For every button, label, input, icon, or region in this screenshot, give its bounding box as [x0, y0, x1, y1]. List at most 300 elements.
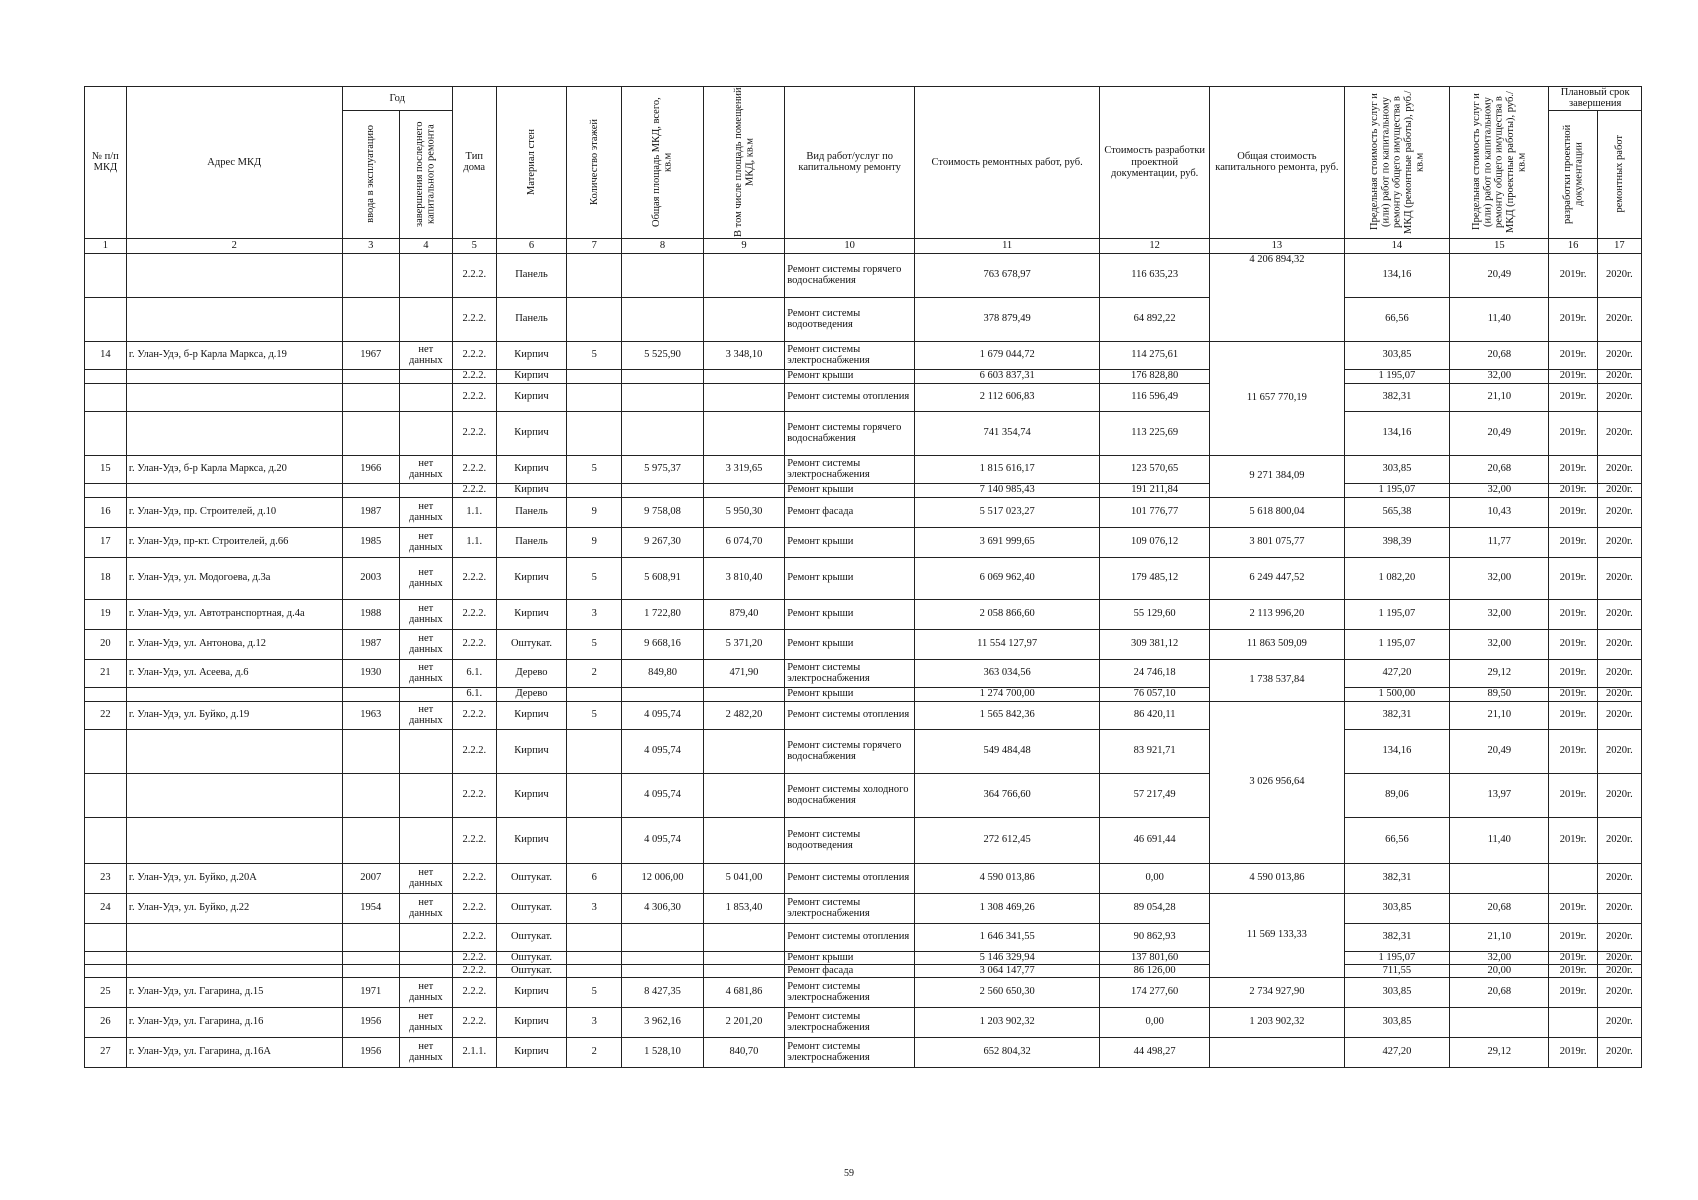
- year-repair-cell: [399, 297, 452, 341]
- deadline-repair-cell: 2020г.: [1597, 557, 1641, 599]
- area-total-cell: 5 608,91: [622, 557, 703, 599]
- limit-design-cell: 20,68: [1450, 455, 1549, 483]
- limit-repair-cell: 1 195,07: [1344, 951, 1450, 964]
- floors-cell: 2: [567, 1037, 622, 1067]
- deadline-design-cell: 2019г.: [1549, 951, 1597, 964]
- header-deadline-design: разработки проектной документации: [1549, 110, 1597, 238]
- deadline-repair-cell: 2020г.: [1597, 411, 1641, 455]
- total-cost-cell: 4 590 013,86: [1210, 863, 1344, 893]
- work-type-cell: Ремонт системы электроснабжения: [785, 977, 915, 1007]
- house-type-cell: 2.2.2.: [452, 483, 496, 497]
- house-type-cell: 2.2.2.: [452, 923, 496, 951]
- year-commission-cell: [342, 411, 399, 455]
- table-row: [85, 383, 1642, 411]
- table-row: [85, 497, 1642, 527]
- work-type-cell: Ремонт крыши: [785, 369, 915, 383]
- deadline-design-cell: 2019г.: [1549, 923, 1597, 951]
- limit-design-cell: [1450, 1007, 1549, 1037]
- area-premises-cell: 2 201,20: [703, 1007, 784, 1037]
- table-row: [85, 773, 1642, 817]
- address-cell: г. Улан-Удэ, ул. Антонова, д.12: [126, 629, 342, 659]
- floors-cell: [567, 687, 622, 701]
- work-type-cell: Ремонт системы электроснабжения: [785, 1007, 915, 1037]
- table-row: [85, 369, 1642, 383]
- deadline-repair-cell: 2020г.: [1597, 599, 1641, 629]
- limit-design-cell: 11,77: [1450, 527, 1549, 557]
- work-type-cell: Ремонт крыши: [785, 629, 915, 659]
- table-row: [85, 863, 1642, 893]
- address-cell: [126, 964, 342, 977]
- deadline-design-cell: 2019г.: [1549, 893, 1597, 923]
- limit-repair-cell: 382,31: [1344, 701, 1450, 729]
- house-type-cell: 2.2.2.: [452, 253, 496, 297]
- work-type-cell: Ремонт фасада: [785, 497, 915, 527]
- design-cost-cell: 174 277,60: [1100, 977, 1210, 1007]
- wall-material-cell: Кирпич: [496, 817, 566, 863]
- year-repair-cell: [399, 369, 452, 383]
- area-premises-cell: 3 348,10: [703, 341, 784, 369]
- area-total-cell: [622, 483, 703, 497]
- row-number: [85, 964, 127, 977]
- year-commission-cell: 1956: [342, 1007, 399, 1037]
- wall-material-cell: Кирпич: [496, 773, 566, 817]
- total-cost-cell: 6 249 447,52: [1210, 557, 1344, 599]
- design-cost-cell: 55 129,60: [1100, 599, 1210, 629]
- house-type-cell: 1.1.: [452, 497, 496, 527]
- work-type-cell: Ремонт системы отопления: [785, 383, 915, 411]
- wall-material-cell: Панель: [496, 497, 566, 527]
- area-premises-cell: [703, 253, 784, 297]
- header-address: Адрес МКД: [126, 87, 342, 239]
- limit-design-cell: 21,10: [1450, 701, 1549, 729]
- year-commission-cell: [342, 253, 399, 297]
- year-repair-cell: [399, 483, 452, 497]
- year-commission-cell: [342, 297, 399, 341]
- row-number: [85, 369, 127, 383]
- area-premises-cell: 5 371,20: [703, 629, 784, 659]
- wall-material-cell: Кирпич: [496, 1007, 566, 1037]
- header-deadline-repair: ремонтных работ: [1597, 110, 1641, 238]
- column-number: 2: [126, 238, 342, 253]
- wall-material-cell: Оштукат.: [496, 863, 566, 893]
- row-number: 22: [85, 701, 127, 729]
- repair-cost-cell: 549 484,48: [915, 729, 1100, 773]
- address-cell: г. Улан-Удэ, б-р Карла Маркса, д.20: [126, 455, 342, 483]
- column-number: 1: [85, 238, 127, 253]
- repair-cost-cell: 2 058 866,60: [915, 599, 1100, 629]
- deadline-repair-cell: 2020г.: [1597, 483, 1641, 497]
- area-total-cell: [622, 253, 703, 297]
- area-premises-cell: [703, 483, 784, 497]
- work-type-cell: Ремонт системы отопления: [785, 863, 915, 893]
- design-cost-cell: 113 225,69: [1100, 411, 1210, 455]
- wall-material-cell: Кирпич: [496, 729, 566, 773]
- total-cost-cell: 4 206 894,32: [1210, 253, 1344, 341]
- wall-material-cell: Кирпич: [496, 341, 566, 369]
- floors-cell: 9: [567, 527, 622, 557]
- year-commission-cell: 1954: [342, 893, 399, 923]
- design-cost-cell: 101 776,77: [1100, 497, 1210, 527]
- repair-table: [84, 86, 1642, 1068]
- design-cost-cell: 114 275,61: [1100, 341, 1210, 369]
- area-premises-cell: 5 950,30: [703, 497, 784, 527]
- wall-material-cell: Оштукат.: [496, 951, 566, 964]
- repair-cost-cell: 1 308 469,26: [915, 893, 1100, 923]
- year-repair-cell: нет данных: [399, 455, 452, 483]
- column-number: 3: [342, 238, 399, 253]
- design-cost-cell: 309 381,12: [1100, 629, 1210, 659]
- wall-material-cell: Кирпич: [496, 557, 566, 599]
- column-number: 16: [1549, 238, 1597, 253]
- deadline-design-cell: 2019г.: [1549, 369, 1597, 383]
- row-number: [85, 483, 127, 497]
- floors-cell: [567, 923, 622, 951]
- year-repair-cell: нет данных: [399, 599, 452, 629]
- deadline-design-cell: 2019г.: [1549, 411, 1597, 455]
- year-repair-cell: [399, 383, 452, 411]
- year-commission-cell: 1963: [342, 701, 399, 729]
- repair-cost-cell: 2 560 650,30: [915, 977, 1100, 1007]
- house-type-cell: 2.2.2.: [452, 455, 496, 483]
- design-cost-cell: 176 828,80: [1100, 369, 1210, 383]
- work-type-cell: Ремонт крыши: [785, 687, 915, 701]
- wall-material-cell: Кирпич: [496, 383, 566, 411]
- year-commission-cell: [342, 951, 399, 964]
- repair-cost-cell: 5 517 023,27: [915, 497, 1100, 527]
- deadline-design-cell: 2019г.: [1549, 659, 1597, 687]
- house-type-cell: 2.2.2.: [452, 557, 496, 599]
- house-type-cell: 2.2.2.: [452, 729, 496, 773]
- design-cost-cell: 123 570,65: [1100, 455, 1210, 483]
- house-type-cell: 2.2.2.: [452, 369, 496, 383]
- table-row: [85, 729, 1642, 773]
- limit-design-cell: 29,12: [1450, 659, 1549, 687]
- wall-material-cell: Кирпич: [496, 483, 566, 497]
- limit-design-cell: 21,10: [1450, 923, 1549, 951]
- deadline-repair-cell: 2020г.: [1597, 923, 1641, 951]
- total-cost-cell: 3 801 075,77: [1210, 527, 1344, 557]
- table-row: [85, 923, 1642, 951]
- deadline-repair-cell: 2020г.: [1597, 383, 1641, 411]
- limit-repair-cell: 303,85: [1344, 977, 1450, 1007]
- row-number: 24: [85, 893, 127, 923]
- row-number: 19: [85, 599, 127, 629]
- work-type-cell: Ремонт системы отопления: [785, 701, 915, 729]
- deadline-repair-cell: 2020г.: [1597, 977, 1641, 1007]
- deadline-design-cell: 2019г.: [1549, 557, 1597, 599]
- limit-repair-cell: 303,85: [1344, 1007, 1450, 1037]
- total-cost-cell: 11 657 770,19: [1210, 341, 1344, 455]
- year-repair-cell: [399, 951, 452, 964]
- design-cost-cell: 83 921,71: [1100, 729, 1210, 773]
- year-repair-cell: [399, 729, 452, 773]
- header-house-type: Тип дома: [452, 87, 496, 239]
- total-cost-cell: 3 026 956,64: [1210, 701, 1344, 863]
- year-commission-cell: [342, 687, 399, 701]
- wall-material-cell: Панель: [496, 253, 566, 297]
- work-type-cell: Ремонт крыши: [785, 527, 915, 557]
- address-cell: [126, 483, 342, 497]
- row-number: [85, 729, 127, 773]
- area-total-cell: [622, 383, 703, 411]
- area-total-cell: 12 006,00: [622, 863, 703, 893]
- table-row: [85, 341, 1642, 369]
- floors-cell: [567, 411, 622, 455]
- deadline-repair-cell: 2020г.: [1597, 253, 1641, 297]
- year-commission-cell: [342, 383, 399, 411]
- house-type-cell: 2.2.2.: [452, 977, 496, 1007]
- design-cost-cell: 24 746,18: [1100, 659, 1210, 687]
- house-type-cell: 2.1.1.: [452, 1037, 496, 1067]
- repair-cost-cell: 11 554 127,97: [915, 629, 1100, 659]
- address-cell: г. Улан-Удэ, ул. Буйко, д.19: [126, 701, 342, 729]
- year-repair-cell: [399, 964, 452, 977]
- house-type-cell: 2.2.2.: [452, 951, 496, 964]
- column-number: 14: [1344, 238, 1450, 253]
- house-type-cell: 2.2.2.: [452, 383, 496, 411]
- design-cost-cell: 57 217,49: [1100, 773, 1210, 817]
- area-total-cell: 4 095,74: [622, 729, 703, 773]
- house-type-cell: 6.1.: [452, 687, 496, 701]
- floors-cell: 5: [567, 341, 622, 369]
- address-cell: г. Улан-Удэ, ул. Гагарина, д.16: [126, 1007, 342, 1037]
- year-commission-cell: [342, 923, 399, 951]
- column-number: 13: [1210, 238, 1344, 253]
- address-cell: [126, 729, 342, 773]
- page-number: 59: [844, 1168, 854, 1179]
- total-cost-cell: 1 738 537,84: [1210, 659, 1344, 701]
- house-type-cell: 2.2.2.: [452, 629, 496, 659]
- column-number: 7: [567, 238, 622, 253]
- header-wall: Материал стен: [496, 87, 566, 239]
- design-cost-cell: 86 126,00: [1100, 964, 1210, 977]
- house-type-cell: 2.2.2.: [452, 817, 496, 863]
- year-repair-cell: нет данных: [399, 863, 452, 893]
- floors-cell: [567, 483, 622, 497]
- address-cell: [126, 817, 342, 863]
- column-number-row: [85, 238, 1642, 253]
- area-total-cell: 4 095,74: [622, 773, 703, 817]
- table-row: [85, 411, 1642, 455]
- header-work-type: Вид работ/услуг по капитальному ремонту: [785, 87, 915, 239]
- design-cost-cell: 44 498,27: [1100, 1037, 1210, 1067]
- address-cell: г. Улан-Удэ, б-р Карла Маркса, д.19: [126, 341, 342, 369]
- year-commission-cell: 1966: [342, 455, 399, 483]
- address-cell: г. Улан-Удэ, ул. Гагарина, д.15: [126, 977, 342, 1007]
- wall-material-cell: Дерево: [496, 659, 566, 687]
- repair-cost-cell: 7 140 985,43: [915, 483, 1100, 497]
- area-total-cell: 9 668,16: [622, 629, 703, 659]
- header-area-premises: В том числе площадь помещений МКД, кв.м: [703, 87, 784, 239]
- year-repair-cell: нет данных: [399, 893, 452, 923]
- deadline-design-cell: 2019г.: [1549, 977, 1597, 1007]
- floors-cell: 5: [567, 701, 622, 729]
- row-number: 23: [85, 863, 127, 893]
- deadline-design-cell: 2019г.: [1549, 599, 1597, 629]
- deadline-design-cell: 2019г.: [1549, 729, 1597, 773]
- work-type-cell: Ремонт фасада: [785, 964, 915, 977]
- limit-design-cell: 32,00: [1450, 599, 1549, 629]
- total-cost-cell: 11 863 509,09: [1210, 629, 1344, 659]
- repair-cost-cell: 4 590 013,86: [915, 863, 1100, 893]
- limit-design-cell: 11,40: [1450, 817, 1549, 863]
- year-repair-cell: нет данных: [399, 527, 452, 557]
- year-commission-cell: [342, 369, 399, 383]
- design-cost-cell: 89 054,28: [1100, 893, 1210, 923]
- design-cost-cell: 109 076,12: [1100, 527, 1210, 557]
- area-total-cell: 5 975,37: [622, 455, 703, 483]
- limit-design-cell: 29,12: [1450, 1037, 1549, 1067]
- house-type-cell: 2.2.2.: [452, 341, 496, 369]
- limit-repair-cell: 303,85: [1344, 893, 1450, 923]
- area-premises-cell: 471,90: [703, 659, 784, 687]
- house-type-cell: 2.2.2.: [452, 297, 496, 341]
- repair-cost-cell: 1 815 616,17: [915, 455, 1100, 483]
- year-commission-cell: 1956: [342, 1037, 399, 1067]
- table-row: [85, 297, 1642, 341]
- header-year: Год: [342, 87, 452, 111]
- total-cost-cell: 2 734 927,90: [1210, 977, 1344, 1007]
- repair-cost-cell: 5 146 329,94: [915, 951, 1100, 964]
- floors-cell: [567, 253, 622, 297]
- year-commission-cell: [342, 483, 399, 497]
- work-type-cell: Ремонт системы горячего водоснабжения: [785, 411, 915, 455]
- limit-repair-cell: 134,16: [1344, 411, 1450, 455]
- area-total-cell: 849,80: [622, 659, 703, 687]
- area-premises-cell: [703, 729, 784, 773]
- house-type-cell: 2.2.2.: [452, 1007, 496, 1037]
- area-total-cell: 9 267,30: [622, 527, 703, 557]
- deadline-design-cell: 2019г.: [1549, 455, 1597, 483]
- deadline-repair-cell: 2020г.: [1597, 1037, 1641, 1067]
- floors-cell: [567, 383, 622, 411]
- area-premises-cell: [703, 964, 784, 977]
- year-repair-cell: [399, 253, 452, 297]
- column-number: 11: [915, 238, 1100, 253]
- area-total-cell: [622, 411, 703, 455]
- design-cost-cell: 76 057,10: [1100, 687, 1210, 701]
- deadline-design-cell: 2019г.: [1549, 383, 1597, 411]
- table-row: [85, 977, 1642, 1007]
- year-repair-cell: нет данных: [399, 497, 452, 527]
- deadline-design-cell: 2019г.: [1549, 527, 1597, 557]
- deadline-repair-cell: 2020г.: [1597, 629, 1641, 659]
- design-cost-cell: 191 211,84: [1100, 483, 1210, 497]
- repair-cost-cell: 1 274 700,00: [915, 687, 1100, 701]
- address-cell: [126, 951, 342, 964]
- limit-design-cell: 11,40: [1450, 297, 1549, 341]
- limit-repair-cell: 1 195,07: [1344, 629, 1450, 659]
- limit-design-cell: 20,68: [1450, 893, 1549, 923]
- row-number: 26: [85, 1007, 127, 1037]
- year-commission-cell: [342, 964, 399, 977]
- area-total-cell: [622, 687, 703, 701]
- area-premises-cell: 2 482,20: [703, 701, 784, 729]
- house-type-cell: 2.2.2.: [452, 701, 496, 729]
- year-repair-cell: [399, 687, 452, 701]
- address-cell: г. Улан-Удэ, ул. Модогоева, д.3а: [126, 557, 342, 599]
- limit-repair-cell: 1 500,00: [1344, 687, 1450, 701]
- area-premises-cell: [703, 923, 784, 951]
- area-total-cell: [622, 923, 703, 951]
- house-type-cell: 2.2.2.: [452, 863, 496, 893]
- row-number: 27: [85, 1037, 127, 1067]
- limit-design-cell: 89,50: [1450, 687, 1549, 701]
- deadline-design-cell: 2019г.: [1549, 701, 1597, 729]
- limit-design-cell: 13,97: [1450, 773, 1549, 817]
- limit-repair-cell: 382,31: [1344, 923, 1450, 951]
- wall-material-cell: Кирпич: [496, 701, 566, 729]
- deadline-repair-cell: 2020г.: [1597, 701, 1641, 729]
- area-total-cell: 8 427,35: [622, 977, 703, 1007]
- year-commission-cell: [342, 729, 399, 773]
- row-number: 16: [85, 497, 127, 527]
- limit-repair-cell: 711,55: [1344, 964, 1450, 977]
- wall-material-cell: Оштукат.: [496, 893, 566, 923]
- area-premises-cell: 3 810,40: [703, 557, 784, 599]
- floors-cell: 9: [567, 497, 622, 527]
- limit-design-cell: 21,10: [1450, 383, 1549, 411]
- area-total-cell: 4 095,74: [622, 701, 703, 729]
- floors-cell: [567, 729, 622, 773]
- deadline-repair-cell: 2020г.: [1597, 893, 1641, 923]
- repair-cost-cell: 652 804,32: [915, 1037, 1100, 1067]
- deadline-repair-cell: 2020г.: [1597, 687, 1641, 701]
- year-repair-cell: нет данных: [399, 701, 452, 729]
- wall-material-cell: Кирпич: [496, 977, 566, 1007]
- table-row: [85, 964, 1642, 977]
- house-type-cell: 1.1.: [452, 527, 496, 557]
- wall-material-cell: Кирпич: [496, 1037, 566, 1067]
- wall-material-cell: Панель: [496, 527, 566, 557]
- limit-repair-cell: 134,16: [1344, 729, 1450, 773]
- limit-design-cell: 20,68: [1450, 341, 1549, 369]
- year-repair-cell: нет данных: [399, 557, 452, 599]
- row-number: 14: [85, 341, 127, 369]
- area-premises-cell: [703, 369, 784, 383]
- row-number: [85, 383, 127, 411]
- table-row: [85, 455, 1642, 483]
- header-repair-cost: Стоимость ремонтных работ, руб.: [915, 87, 1100, 239]
- house-type-cell: 2.2.2.: [452, 773, 496, 817]
- house-type-cell: 2.2.2.: [452, 599, 496, 629]
- repair-cost-cell: 741 354,74: [915, 411, 1100, 455]
- area-total-cell: 1 528,10: [622, 1037, 703, 1067]
- total-cost-cell: 2 113 996,20: [1210, 599, 1344, 629]
- floors-cell: 3: [567, 599, 622, 629]
- deadline-design-cell: 2019г.: [1549, 1037, 1597, 1067]
- limit-design-cell: 20,49: [1450, 411, 1549, 455]
- floors-cell: 3: [567, 893, 622, 923]
- table-row: [85, 817, 1642, 863]
- deadline-design-cell: 2019г.: [1549, 483, 1597, 497]
- table-row: [85, 687, 1642, 701]
- wall-material-cell: Кирпич: [496, 599, 566, 629]
- floors-cell: 5: [567, 455, 622, 483]
- floors-cell: [567, 773, 622, 817]
- deadline-design-cell: [1549, 1007, 1597, 1037]
- work-type-cell: Ремонт крыши: [785, 557, 915, 599]
- repair-cost-cell: 1 203 902,32: [915, 1007, 1100, 1037]
- address-cell: г. Улан-Удэ, ул. Асеева, д.6: [126, 659, 342, 687]
- row-number: 17: [85, 527, 127, 557]
- address-cell: [126, 773, 342, 817]
- address-cell: г. Улан-Удэ, пр. Строителей, д.10: [126, 497, 342, 527]
- floors-cell: [567, 951, 622, 964]
- column-number: 5: [452, 238, 496, 253]
- area-premises-cell: [703, 817, 784, 863]
- year-commission-cell: 1988: [342, 599, 399, 629]
